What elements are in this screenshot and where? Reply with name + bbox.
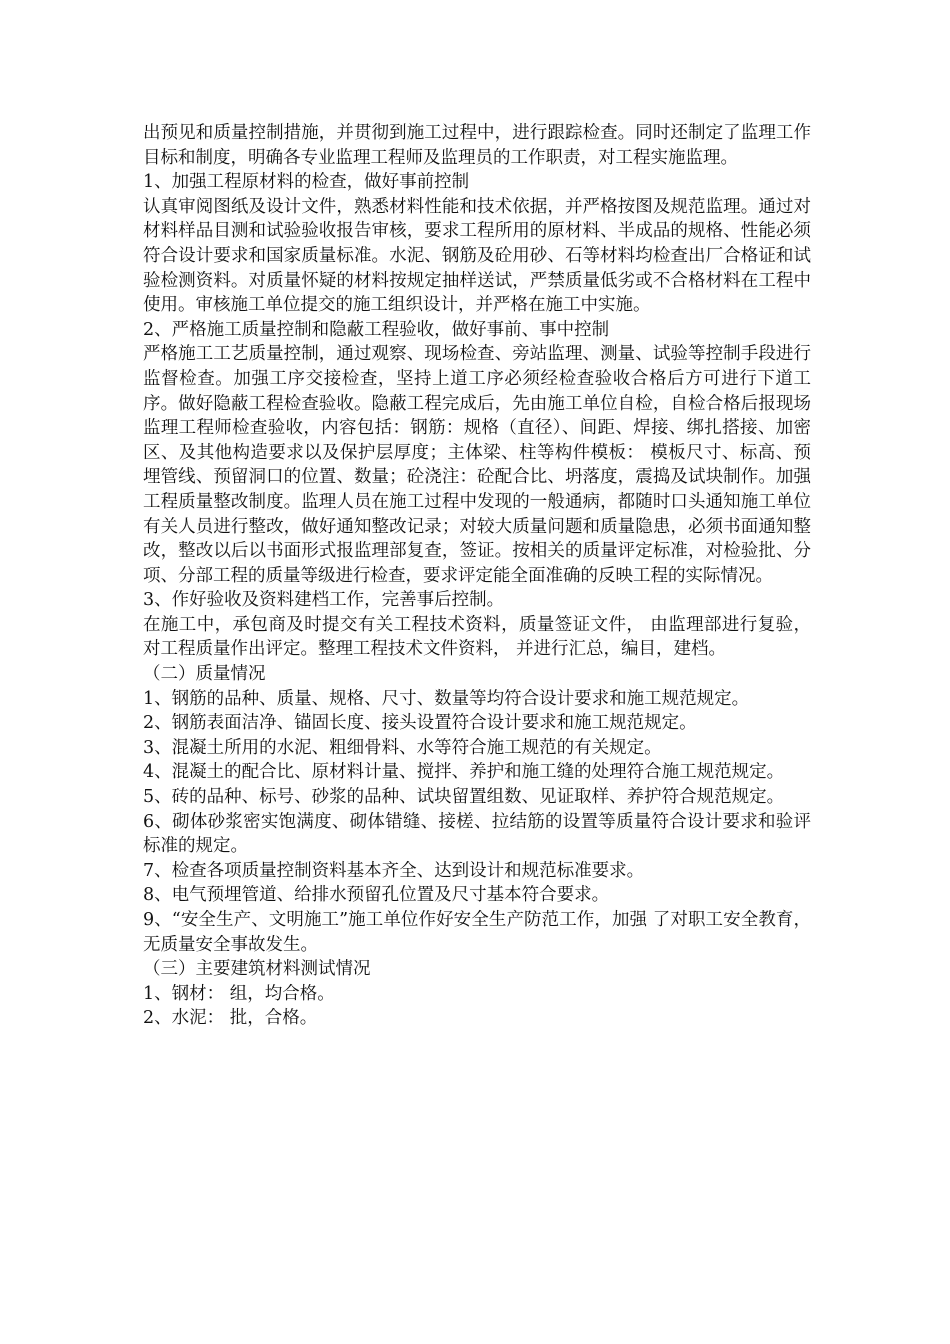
list-item: 9、“安全生产、文明施工”施工单位作好安全生产防范工作，加强 了对职工安全教育，无质量安全事故发生。 (143, 910, 811, 955)
list-item: 4、混凝土的配合比、原材料计量、搅拌、养护和施工缝的处理符合施工规范规定。 (143, 762, 785, 783)
list-item: 8、电气预埋管道、给排水预留孔位置及尺寸基本符合要求。 (143, 885, 610, 906)
list-item: 6、砌体砂浆密实饱满度、砌体错缝、接槎、拉结筋的设置等质量符合设计要求和验评标准的规定。 (143, 811, 811, 857)
document-page (143, 121, 811, 1031)
list-item: 1、钢筋的品种、质量、规格、尺寸、数量等均符合设计要求和施工规范规定。 (143, 688, 750, 709)
paragraph-intro: 出预见和质量控制措施，并贯彻到施工过程中，进行跟踪检查。同时还制定了监理工作目标和制度，明确各专业监理工程师及监理员的工作职责，对工程实施监理。 (143, 123, 811, 168)
heading-raw-materials: 1、加强工程原材料的检查，做好事前控制 (143, 172, 470, 193)
paragraph-raw-materials: 认真审阅图纸及设计文件，熟悉材料性能和技术依据，并严格按图及规范监理。通过对材料样品目测和试验验收报告审核，要求工程所用的原材料、半成品的规格、性能必须符合设计要求和国家质量标准。水泥、钢筋及砼用砂、石等材料均检查出厂合格证和试验检测资料。对质量怀疑的材料按规定抽样送试，严禁质量低劣或不合格材料在工程中使用。审核施工单位提交的施工组织设计，并严格在施工中实施。 (143, 196, 811, 316)
heading-construction-control: 2、严格施工质量控制和隐蔽工程验收，做好事前、事中控制 (143, 319, 610, 340)
list-item: 1、钢材： 组，均合格。 (143, 983, 335, 1004)
paragraph-acceptance-archiving: 在施工中，承包商及时提交有关工程技术资料，质量签证文件， 由监理部进行复验，对工程质量作出评定。整理工程技术文件资料， 并进行汇总，编目，建档。 (143, 614, 811, 660)
heading-acceptance-archiving: 3、作好验收及资料建档工作，完善事后控制。 (143, 590, 505, 611)
list-item: 7、检查各项质量控制资料基本齐全、达到设计和规范标准要求。 (143, 860, 645, 881)
paragraph-construction-control: 严格施工工艺质量控制，通过观察、现场检查、旁站监理、测量、试验等控制手段进行监督检查。加强工序交接检查，坚持上道工序必须经检查验收合格后方可进行下道工序。做好隐蔽工程检查验收。隐蔽工程完成后，先由施工单位自检，自检合格后报现场监理工程师检查验收，内容包括：钢筋：规格（直径）、间距、焊接、绑扎搭接、加密区、及其他构造要求以及保护层厚度；主体梁、柱等构件模板： 模板尺寸、标高、预埋管线、预留洞口的位置、数量；砼浇注：砼配合比、坍落度，震捣及试块制作。加强工程质量整改制度。监理人员在施工过程中发现的一般通病，都随时口头通知施工单位有关人员进行整改，做好通知整改记录；对较大质量问题和质量隐患，必须书面通知整改，整改以后以书面形式报监理部复查，签证。按相关的质量评定标准，对检验批、分项、分部工程的质量等级进行检查，要求评定能全面准确的反映工程的实际情况。 (143, 344, 811, 586)
list-item: 3、混凝土所用的水泥、粗细骨料、水等符合施工规范的有关规定。 (143, 737, 662, 758)
list-item: 2、钢筋表面洁净、锚固长度、接头设置符合设计要求和施工规范规定。 (143, 713, 697, 734)
list-item: 5、砖的品种、标号、砂浆的品种、试块留置组数、见证取样、养护符合规范规定。 (143, 787, 785, 808)
section-heading-material-tests: （三）主要建筑材料测试情况 (143, 959, 371, 980)
section-heading-quality: （二）质量情况 (143, 664, 266, 685)
list-item: 2、水泥： 批，合格。 (143, 1008, 318, 1029)
